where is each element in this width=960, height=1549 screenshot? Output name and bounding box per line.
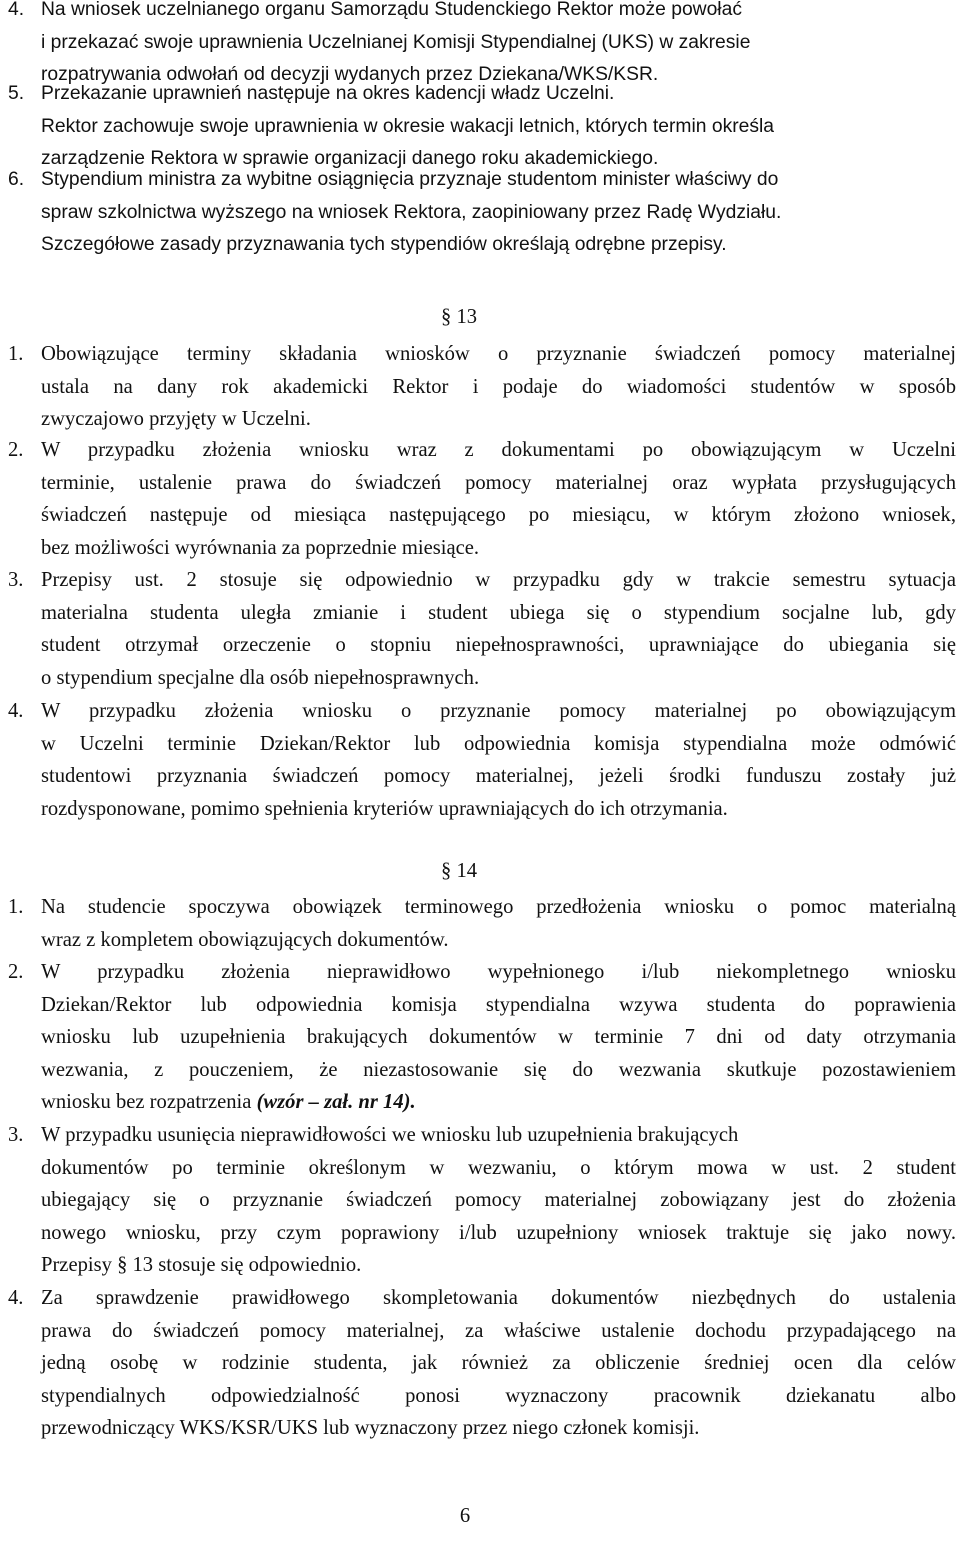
text-line: o stypendium specjalne dla osób niepełnosprawnych. [41, 666, 480, 689]
text-line: Przepisy ust. 2 stosuje się odpowiednio w przypadku gdy w trakcie semestru sytuacja [41, 569, 956, 591]
text-line: w Uczelni terminie Dziekan/Rektor lub odpowiednia komisja stypendialna może odmówić [41, 732, 956, 755]
paragraph-14-3 [8, 1119, 956, 1282]
paragraph-number: 4. [8, 0, 25, 20]
text-line: przewodniczący WKS/KSR/UKS lub wyznaczony przez niego członek komisji. [41, 1417, 700, 1440]
text-line: Obowiązujące terminy składania wniosków o przyznanie świadczeń pomocy materialnej [41, 343, 956, 365]
paragraph-14-2 [8, 956, 956, 1119]
text-segment: wniosku bez rozpatrzenia [41, 1091, 257, 1114]
paragraph-14-1 [8, 891, 956, 956]
text-line: prawa do świadczeń pomocy materialnej, za właściwe ustalenie dochodu przypadającego na [41, 1319, 956, 1342]
text-line: zwyczajowo przyjęty w Uczelni. [41, 408, 311, 431]
paragraph-number: 3. [8, 1124, 24, 1146]
paragraph-13-1 [8, 338, 956, 436]
text-line: świadczeń następuje od miesiąca następującego po miesiącu, w którym złożono wniosek, [41, 504, 956, 527]
paragraph-number: 1. [8, 896, 24, 918]
text-line: W przypadku złożenia wniosku wraz z dokumentami po obowiązującym w Uczelni [41, 439, 956, 461]
paragraph-number: 3. [8, 569, 24, 591]
text-line: wraz z kompletem obowiązujących dokumentów. [41, 928, 449, 951]
paragraph-13-2 [8, 434, 956, 564]
text-line: dokumentów po terminie określonym w wezwaniu, o którym mowa w ust. 2 student [41, 1156, 956, 1179]
paragraph-14-4 [8, 1282, 956, 1445]
text-line: Przekazanie uprawnień następuje na okres kadencji władz Uczelni. [41, 83, 615, 104]
text-line: Na studencie spoczywa obowiązek terminowego przedłożenia wniosku o pomoc materialną [41, 896, 956, 918]
text-line: Stypendium ministra za wybitne osiągnięcia przyznaje studentom minister właściwy do [41, 169, 779, 190]
text-line: Dziekan/Rektor lub odpowiednia komisja stypendialna wzywa studenta do poprawienia [41, 993, 956, 1016]
text-line: jedną osobę w rodzinie studenta, jak również za obliczenie średniej ocen dla celów [41, 1352, 956, 1375]
text-line: terminie, ustalenie prawa do świadczeń pomocy materialnej oraz wypłata przysługujących [41, 471, 956, 494]
text-line: wniosku lub uzupełnienia brakujących dokumentów w terminie 7 dni od daty otrzymania [41, 1026, 956, 1049]
text-line: Szczegółowe zasady przyznawania tych stypendiów określają odrębne przepisy. [41, 234, 727, 255]
text-line: Rektor zachowuje swoje uprawnienia w okresie wakacji letnich, których termin określa [41, 115, 774, 137]
text-line: nowego wniosku, przy czym poprawiony i/lub uzupełniony wniosek traktuje się jako nowy. [41, 1221, 956, 1244]
text-line: wezwania, z pouczeniem, że niezastosowanie się do wezwania skutkuje pozostawieniem [41, 1058, 956, 1081]
paragraph-12-5 [8, 78, 956, 176]
paragraph-number: 2. [8, 961, 24, 983]
paragraph-13-3 [8, 564, 956, 694]
text-line: student otrzymał orzeczenie o stopniu niepełnosprawności, uprawniające do ubiegania się [41, 634, 956, 657]
paragraph-number: 4. [8, 700, 24, 722]
text-line: W przypadku złożenia wniosku o przyznanie pomocy materialnej po obowiązującym [41, 700, 956, 722]
paragraph-number: 5. [8, 83, 25, 104]
paragraph-number: 2. [8, 439, 24, 461]
text-line: rozpatrywania odwołań od decyzji wydanych przez Dziekana/WKS/KSR. [41, 64, 659, 85]
text-line: Za sprawdzenie prawidłowego skompletowania dokumentów niezbędnych do ustalenia [41, 1287, 956, 1309]
section-heading-13: § 13 [441, 306, 478, 328]
paragraph-number: 4. [8, 1287, 24, 1309]
text-line: i przekazać swoje uprawnienia Uczelnianej Komisji Stypendialnej (UKS) w zakresie [41, 31, 751, 53]
text-line: Przepisy § 13 stosuje się odpowiednio. [41, 1254, 362, 1277]
template-reference: (wzór – zał. nr 14). [256, 1091, 416, 1114]
text-line: zarządzenie Rektora w sprawie organizacji danego roku akademickiego. [41, 148, 659, 169]
text-line: W przypadku usunięcia nieprawidłowości we wniosku lub uzupełnienia brakujących [41, 1124, 739, 1146]
paragraph-number: 6. [8, 169, 25, 190]
text-line: rozdysponowane, pomimo spełnienia kryteriów uprawniających do ich otrzymania. [41, 797, 728, 820]
paragraph-13-4 [8, 695, 956, 825]
text-line: stypendialnych odpowiedzialność ponosi wyznaczony pracownik dziekanatu albo [41, 1384, 956, 1407]
section-heading-14: § 14 [441, 860, 478, 882]
text-line: ustala na dany rok akademicki Rektor i podaje do wiadomości studentów w sposób [41, 375, 956, 398]
text-line: ubiegający się o przyznanie świadczeń pomocy materialnej zobowiązany jest do złożenia [41, 1189, 956, 1212]
text-line: materialna studenta uległa zmianie i student ubiega się o stypendium socjalne lub, gdy [41, 601, 956, 624]
paragraph-number: 1. [8, 343, 24, 365]
text-line: bez możliwości wyrównania za poprzednie miesiące. [41, 536, 480, 559]
text-line: spraw szkolnictwa wyższego na wniosek Rektora, zaopiniowany przez Radę Wydziału. [41, 201, 782, 223]
paragraph-12-6 [8, 164, 956, 262]
text-line: studentowi przyznania świadczeń pomocy materialnej, jeżeli środki funduszu zostały już [41, 765, 956, 788]
text-line: Na wniosek uczelnianego organu Samorządu Studenckiego Rektor może powołać [41, 0, 742, 20]
text-line: W przypadku złożenia nieprawidłowo wypełnionego i/lub niekompletnego wniosku [41, 961, 956, 983]
page-number: 6 [459, 1505, 471, 1527]
text-line [41, 1086, 956, 1119]
